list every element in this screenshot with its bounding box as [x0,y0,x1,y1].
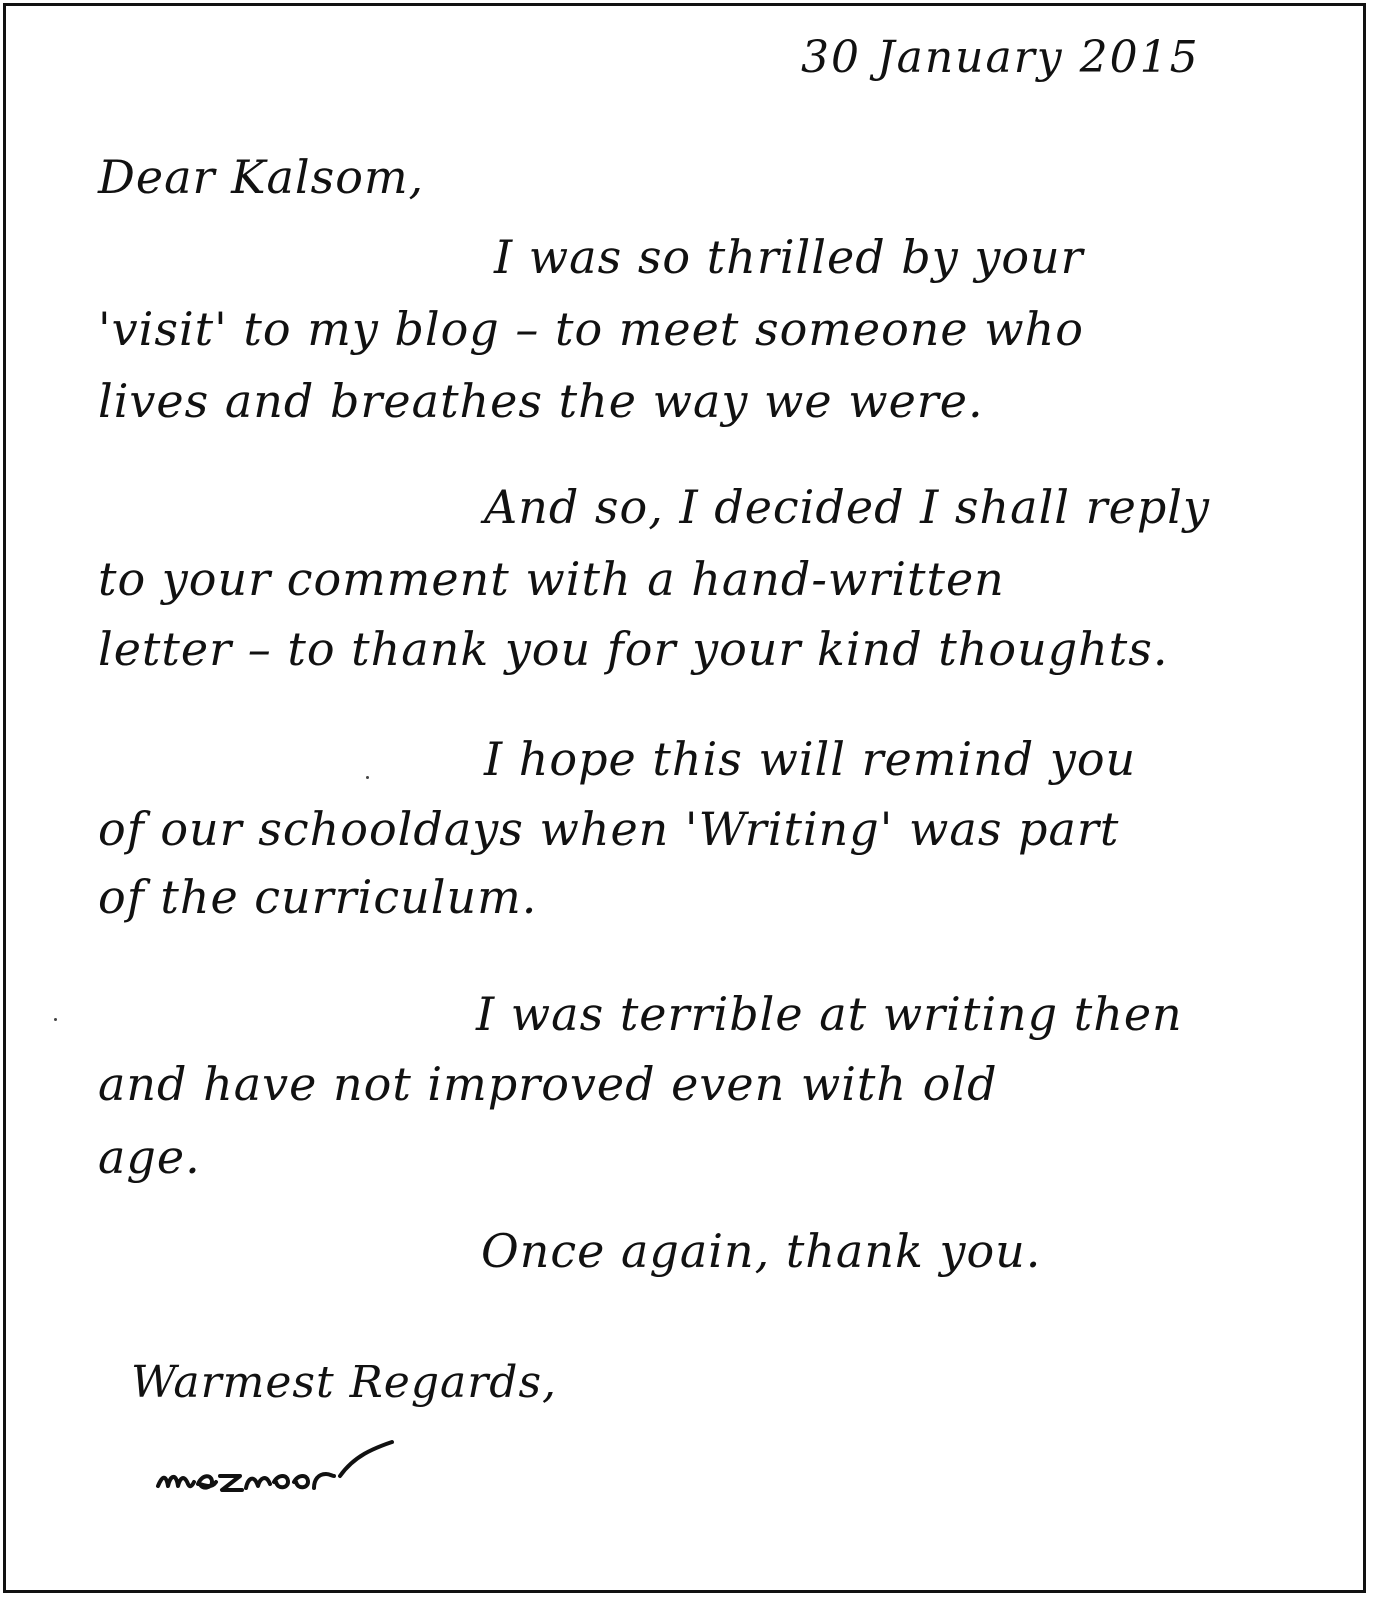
paragraph-2-line-2: to your comment with a hand-written [98,552,1005,606]
paragraph-2-line-1: And so, I decided I shall reply [484,480,1210,534]
letter-date: 30 January 2015 [801,32,1200,83]
paragraph-3-line-1: I hope this will remind you [484,732,1137,786]
signature [154,1436,414,1506]
letter-page [3,3,1366,1593]
paragraph-4-line-3: age. [98,1130,201,1184]
paragraph-4-line-1: I was terrible at writing then [476,987,1183,1041]
paper-speck [54,1018,57,1021]
paragraph-3-line-3: of the curriculum. [98,870,538,924]
paragraph-3-line-2: of our schooldays when 'Writing' was part [98,802,1120,856]
regards-line: Warmest Regards, [131,1357,558,1408]
paragraph-1-line-3: lives and breathes the way we were. [98,374,984,428]
paper-speck [366,776,369,779]
paragraph-1-line-2: 'visit' to my blog – to meet someone who [98,302,1084,356]
paragraph-2-line-3: letter – to thank you for your kind thoughts. [98,622,1169,676]
closing-line: Once again, thank you. [481,1224,1042,1278]
letter-salutation: Dear Kalsom, [98,150,425,204]
paragraph-4-line-2: and have not improved even with old [98,1057,998,1111]
paragraph-1-line-1: I was so thrilled by your [494,230,1084,284]
